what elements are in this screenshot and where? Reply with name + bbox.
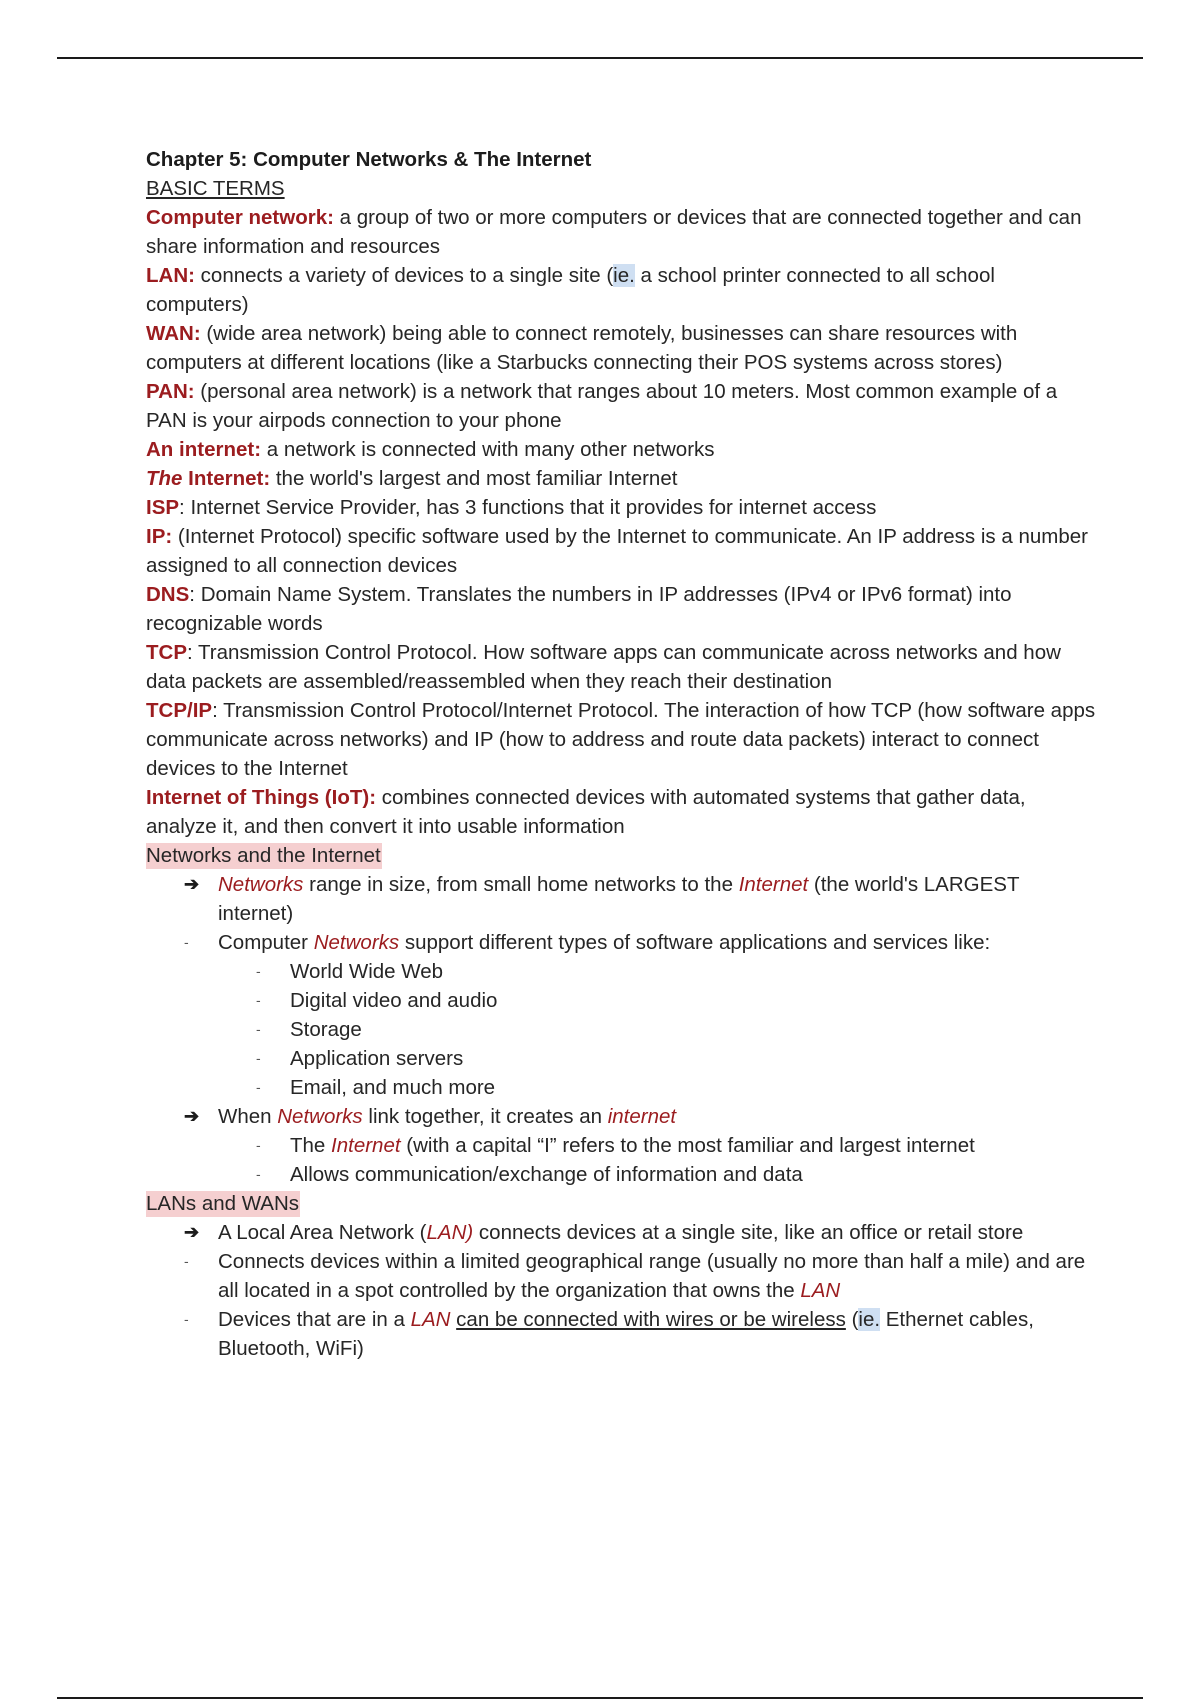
- term-dns: DNS: Domain Name System. Translates the numbers in IP addresses (IPv4 or IPv6 format) into recognizable words: [146, 583, 1012, 635]
- page-bottom-rule: [57, 1697, 1143, 1699]
- section-heading-networks: Networks and the Internet: [146, 844, 381, 867]
- term-wan: WAN: (wide area network) being able to connect remotely, businesses can share resources with computers at different locations (like a Starbucks connecting their POS systems across stores): [146, 322, 1018, 374]
- list-item: - Email, and much more: [146, 1073, 1096, 1102]
- dash-bullet-icon: -: [256, 992, 261, 1008]
- term-isp: ISP: Internet Service Provider, has 3 functions that it provides for internet access: [146, 496, 877, 519]
- term-an-internet: An internet: a network is connected with many other networks: [146, 438, 715, 461]
- term-lan: LAN: connects a variety of devices to a single site (ie. a school printer connected to all school computers): [146, 264, 995, 316]
- term-the-internet: The Internet: the world's largest and most familiar Internet: [146, 467, 678, 490]
- dash-bullet-icon: -: [184, 1253, 189, 1269]
- dash-bullet-icon: -: [256, 1166, 261, 1182]
- term-ip: IP: (Internet Protocol) specific software used by the Internet to communicate. An IP address is a number assigned to all connection devices: [146, 525, 1088, 577]
- page-top-rule: [57, 57, 1143, 59]
- selected-text-highlight: ie.: [613, 264, 635, 287]
- dash-bullet-icon: -: [256, 1050, 261, 1066]
- list-item: - Digital video and audio: [146, 986, 1096, 1015]
- networks-list: [146, 870, 1096, 957]
- networks-list-continued: [146, 1102, 1096, 1131]
- list-item: - Application servers: [146, 1044, 1096, 1073]
- list-item: ➔ When Networks link together, it creates an internet: [146, 1102, 1096, 1131]
- term-tcp: TCP: Transmission Control Protocol. How software apps can communicate across networks and how data packets are assembled/reassembled when they reach their destination: [146, 641, 1061, 693]
- dash-bullet-icon: -: [184, 1311, 189, 1327]
- term-computer-network: Computer network: a group of two or more computers or devices that are connected together and can share information and resources: [146, 206, 1082, 258]
- arrow-bullet-icon: ➔: [184, 874, 200, 894]
- term-pan: PAN: (personal area network) is a network that ranges about 10 meters. Most common example of a PAN is your airpods connection to your phone: [146, 380, 1058, 432]
- section-heading-basic-terms: BASIC TERMS: [146, 177, 285, 200]
- arrow-bullet-icon: ➔: [184, 1106, 200, 1126]
- list-item: - Computer Networks support different types of software applications and services like:: [146, 928, 1096, 957]
- list-item: - Connects devices within a limited geographical range (usually no more than half a mile) and are all located in a spot controlled by the organization that owns the LAN: [146, 1247, 1096, 1305]
- list-item: - Storage: [146, 1015, 1096, 1044]
- selected-text-highlight: ie.: [858, 1308, 881, 1331]
- chapter-title: Chapter 5: Computer Networks & The Internet: [146, 148, 592, 171]
- lans-list: [146, 1218, 1096, 1363]
- dash-bullet-icon: -: [256, 1137, 261, 1153]
- arrow-bullet-icon: ➔: [184, 1222, 200, 1242]
- list-item: ➔ A Local Area Network (LAN) connects devices at a single site, like an office or retail store: [146, 1218, 1096, 1247]
- list-item: - World Wide Web: [146, 957, 1096, 986]
- internet-sublist: [146, 1131, 1096, 1189]
- list-item: ➔ Networks range in size, from small home networks to the Internet (the world's LARGEST internet): [146, 870, 1096, 928]
- list-item: - The Internet (with a capital “I” refers to the most familiar and largest internet: [146, 1131, 1096, 1160]
- section-heading-lans-wans: LANs and WANs: [146, 1192, 300, 1215]
- dash-bullet-icon: -: [256, 963, 261, 979]
- list-item: - Devices that are in a LAN can be connected with wires or be wireless (ie. Ethernet cables, Bluetooth, WiFi): [146, 1305, 1096, 1363]
- document-page: [146, 145, 1096, 1363]
- dash-bullet-icon: -: [256, 1021, 261, 1037]
- term-tcp-ip: TCP/IP: Transmission Control Protocol/Internet Protocol. The interaction of how TCP (how software apps communicate across networks) and IP (how to address and route data packets) interact to connect devices to the Internet: [146, 699, 1096, 780]
- dash-bullet-icon: -: [256, 1079, 261, 1095]
- dash-bullet-icon: -: [184, 934, 189, 950]
- list-item: - Allows communication/exchange of information and data: [146, 1160, 1096, 1189]
- services-sublist: [146, 957, 1096, 1102]
- term-iot: Internet of Things (IoT): combines connected devices with automated systems that gather data, analyze it, and then convert it into usable information: [146, 786, 1026, 838]
